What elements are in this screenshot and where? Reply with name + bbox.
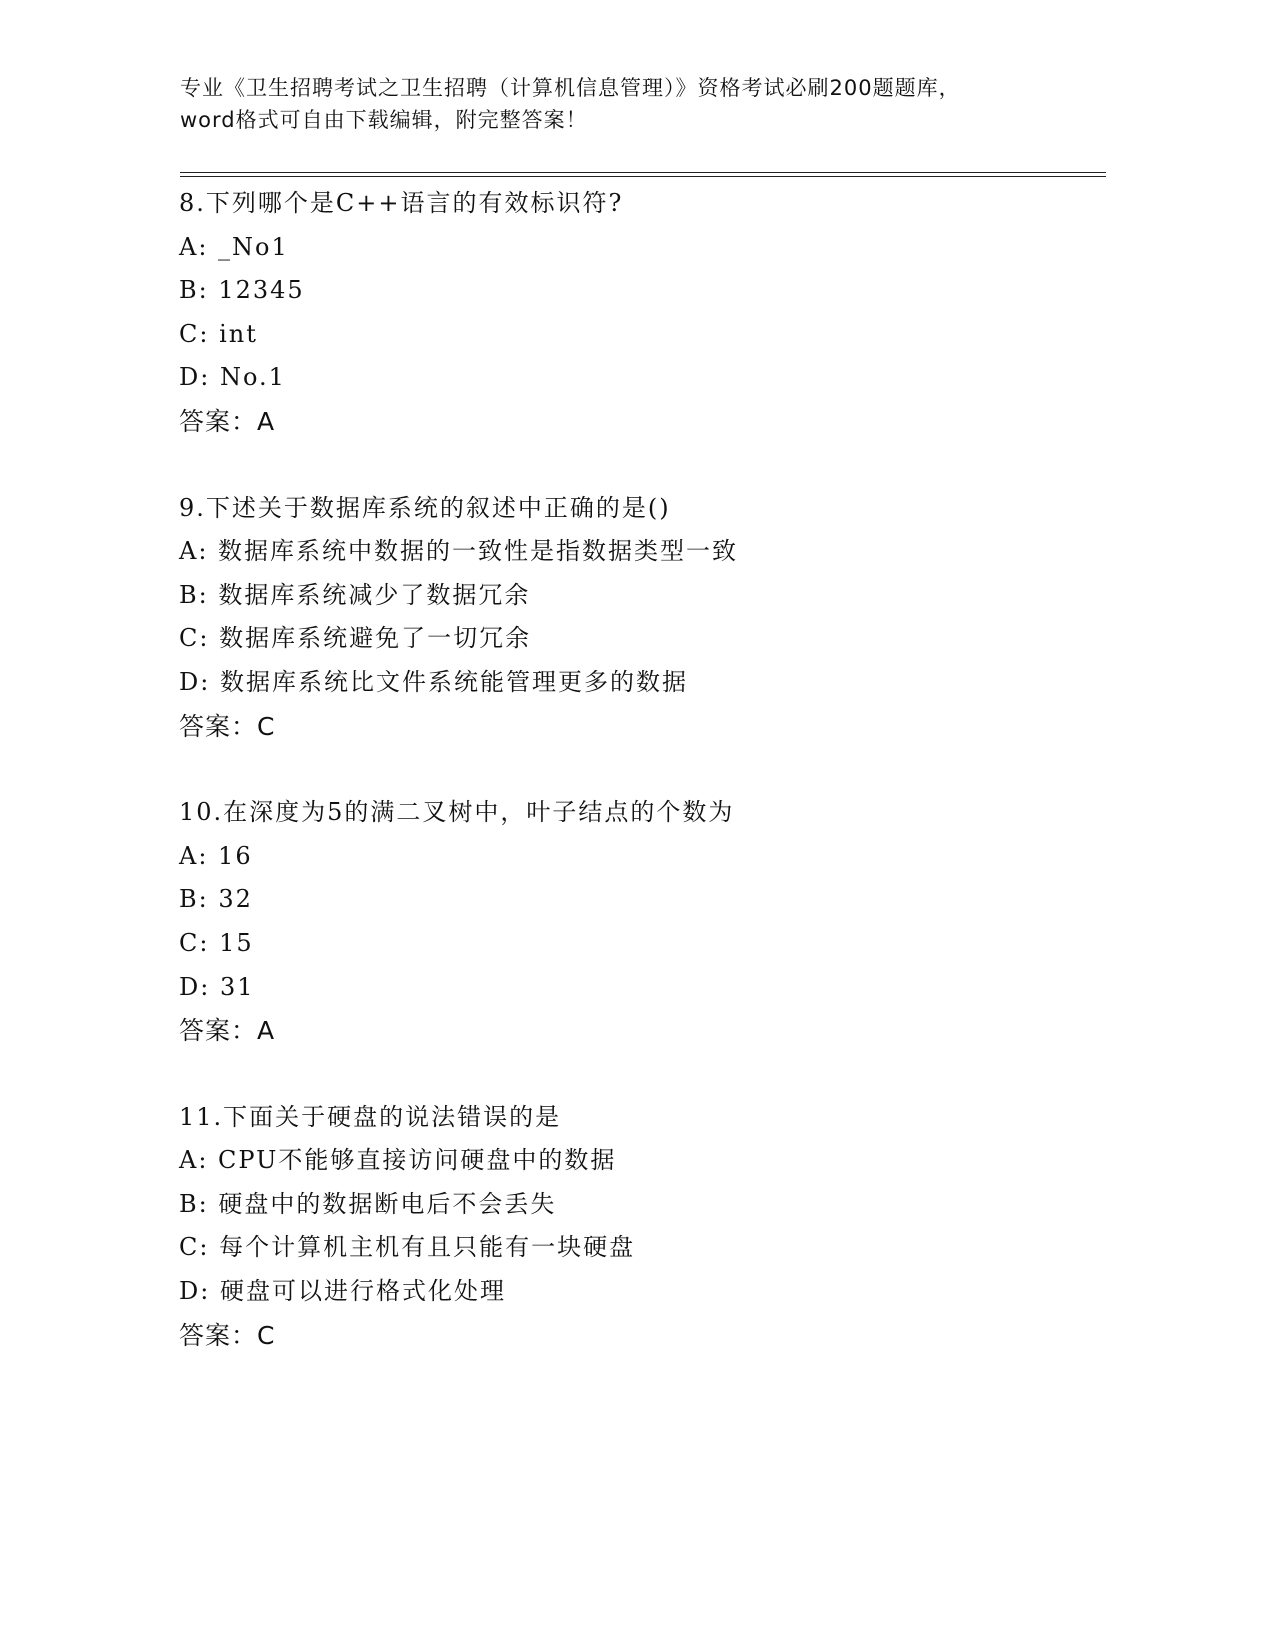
option-c: C: 每个计算机主机有且只能有一块硬盘 bbox=[179, 1233, 636, 1262]
header-title-line-2: word格式可自由下载编辑，附完整答案！ bbox=[180, 108, 588, 132]
question-10 bbox=[179, 791, 1119, 1053]
option-c: C: 数据库系统避免了一切冗余 bbox=[179, 624, 532, 653]
document-header bbox=[180, 72, 1080, 136]
option-c: C: 15 bbox=[179, 928, 254, 957]
header-title-line-1: 专业《卫生招聘考试之卫生招聘（计算机信息管理）》资格考试必刷200题题库， bbox=[180, 76, 961, 100]
option-d: D: 31 bbox=[179, 972, 255, 1001]
answer-line: 答案：A bbox=[179, 1016, 276, 1046]
option-a: A: 数据库系统中数据的一致性是指数据类型一致 bbox=[179, 537, 739, 566]
answer-line: 答案：C bbox=[179, 1320, 276, 1350]
option-b: B: 硬盘中的数据断电后不会丢失 bbox=[179, 1189, 557, 1218]
option-a: A: 16 bbox=[179, 841, 253, 870]
question-list bbox=[179, 182, 1119, 1400]
option-b: B: 32 bbox=[179, 885, 253, 914]
option-d: D: 数据库系统比文件系统能管理更多的数据 bbox=[179, 667, 688, 696]
option-a: A: _No1 bbox=[179, 232, 289, 261]
option-d: D: No.1 bbox=[179, 363, 286, 392]
option-b: B: 数据库系统减少了数据冗余 bbox=[179, 580, 531, 609]
option-a: A: CPU不能够直接访问硬盘中的数据 bbox=[179, 1146, 617, 1175]
question-8 bbox=[179, 182, 1119, 444]
question-9 bbox=[179, 487, 1119, 749]
answer-line: 答案：C bbox=[179, 711, 276, 741]
question-stem: 10.在深度为5的满二叉树中，叶子结点的个数为 bbox=[179, 798, 735, 827]
question-stem: 9.下述关于数据库系统的叙述中正确的是() bbox=[179, 493, 671, 522]
question-stem: 11.下面关于硬盘的说法错误的是 bbox=[179, 1102, 562, 1131]
option-b: B: 12345 bbox=[179, 276, 305, 305]
answer-line: 答案：A bbox=[179, 406, 276, 436]
header-divider-bottom bbox=[180, 176, 1106, 177]
question-stem: 8.下列哪个是C++语言的有效标识符? bbox=[179, 189, 624, 217]
header-divider-top bbox=[180, 172, 1106, 173]
option-c: C: int bbox=[179, 319, 258, 348]
option-d: D: 硬盘可以进行格式化处理 bbox=[179, 1277, 506, 1306]
question-11 bbox=[179, 1096, 1119, 1358]
